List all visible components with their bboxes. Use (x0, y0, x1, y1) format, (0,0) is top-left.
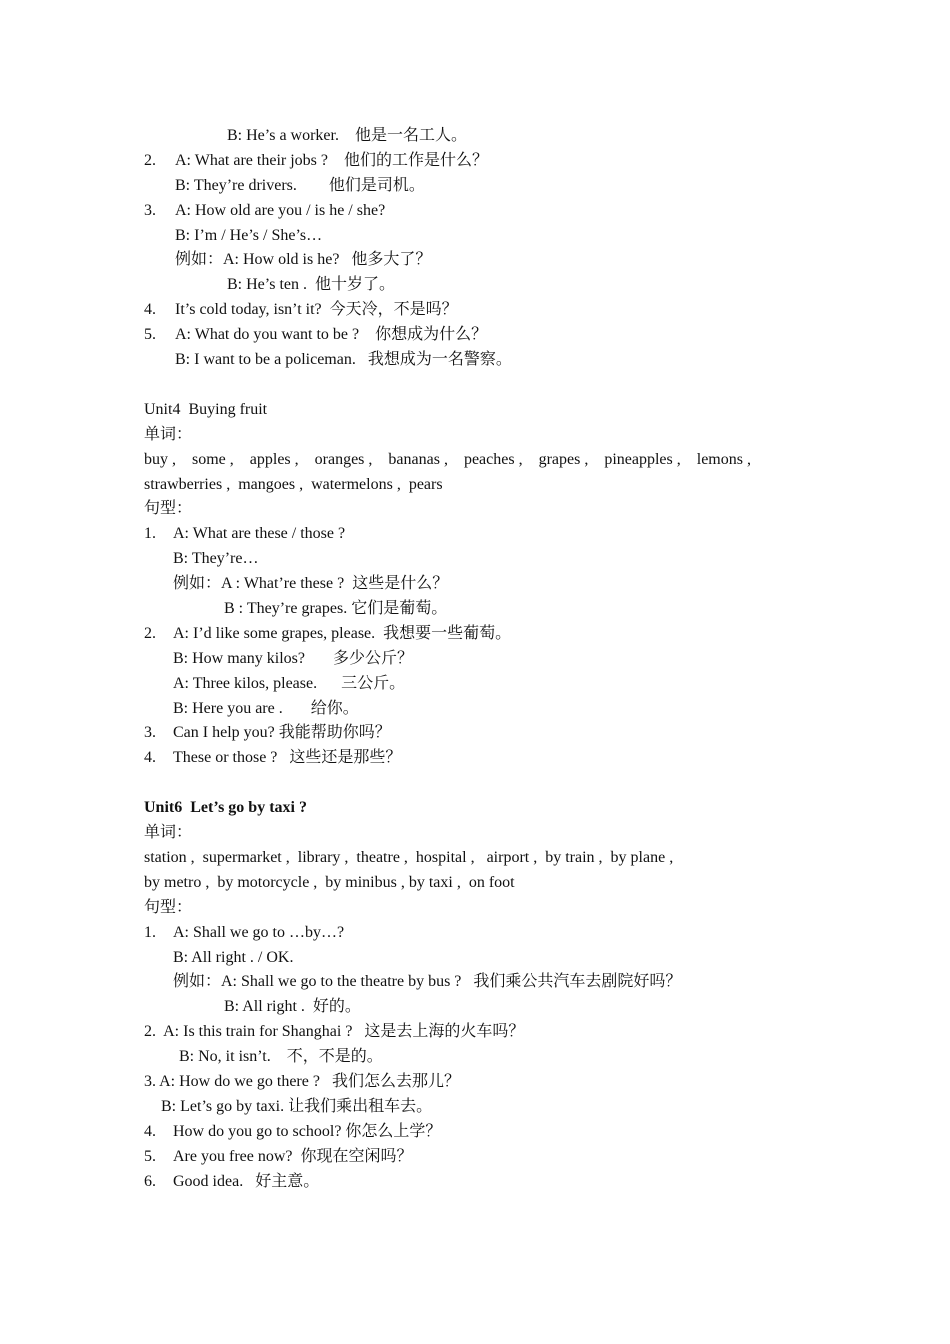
section-label-patterns: 句型： (144, 899, 193, 916)
dialogue-line: B: Let’s go by taxi. 让我们乘出租车去。 (161, 1098, 433, 1115)
word-list-line: station , supermarket , library , theatre , hospital , airport , by train , by plane , (144, 849, 674, 866)
unit-title: Unit4 Buying fruit (144, 401, 268, 418)
dialogue-line: Are you free now? 你现在空闲吗？ (173, 1148, 413, 1165)
section-label-words: 单词： (144, 824, 193, 841)
dialogue-line: 3. A: How do we go there ? 我们怎么去那儿？ (144, 1073, 460, 1090)
dialogue-line: B: No, it isn’t. 不，不是的。 (179, 1048, 383, 1065)
section-label-words: 单词： (144, 426, 193, 443)
dialogue-line: How do you go to school? 你怎么上学？ (173, 1123, 442, 1140)
item-number: 2. (144, 152, 156, 169)
item-number: 4. (144, 1123, 156, 1140)
item-number: 1. (144, 525, 156, 542)
dialogue-line: A: What are their jobs ? 他们的工作是什么？ (175, 152, 488, 169)
dialogue-line: A: How old are you / is he / she? (175, 202, 386, 219)
word-list-line: strawberries , mangoes , watermelons , pears (144, 476, 443, 493)
dialogue-line: Can I help you? 我能帮助你吗？ (173, 724, 391, 741)
item-number: 5. (144, 326, 156, 343)
item-number: 1. (144, 924, 156, 941)
item-number: 4. (144, 749, 156, 766)
dialogue-line: A: What do you want to be ? 你想成为什么？ (175, 326, 488, 343)
dialogue-line: B: They’re… (173, 550, 259, 567)
dialogue-line: Good idea. 好主意。 (173, 1173, 320, 1190)
dialogue-line: It’s cold today, isn’t it? 今天冷，不是吗？ (175, 301, 458, 318)
dialogue-line: A: I’d like some grapes, please. 我想要一些葡萄。 (173, 625, 512, 642)
dialogue-line: B: I’m / He’s / She’s… (175, 227, 323, 244)
word-list-line: by metro , by motorcycle , by minibus , by taxi , on foot (144, 874, 515, 891)
item-number: 4. (144, 301, 156, 318)
dialogue-line: A: Three kilos, please. 三公斤。 (173, 675, 406, 692)
dialogue-line: These or those ? 这些还是那些？ (173, 749, 402, 766)
unit-title: Unit6 Let’s go by taxi ? (144, 799, 307, 816)
example-line: B : They’re grapes. 它们是葡萄。 (224, 600, 448, 617)
item-number: 2. (144, 625, 156, 642)
example-line: B: All right . 好的。 (224, 998, 361, 1015)
section-label-patterns: 句型： (144, 500, 193, 517)
example-line: 例如：A: How old is he? 他多大了？ (175, 251, 432, 268)
dialogue-line: 2. A: Is this train for Shanghai ? 这是去上海的火车吗？ (144, 1023, 525, 1040)
word-list-line: buy , some , apples , oranges , bananas , peaches , grapes , pineapples , lemons , (144, 451, 751, 468)
dialogue-line: B: How many kilos? 多少公斤？ (173, 650, 413, 667)
dialogue-line: B: All right . / OK. (173, 949, 294, 966)
example-line: 例如：A: Shall we go to the theatre by bus ? 我们乘公共汽车去剧院好吗？ (173, 973, 682, 990)
dialogue-line: A: What are these / those ? (173, 525, 346, 542)
item-number: 5. (144, 1148, 156, 1165)
dialogue-line: B: Here you are . 给你。 (173, 700, 359, 717)
dialogue-line: B: They’re drivers. 他们是司机。 (175, 177, 425, 194)
example-line: B: He’s ten . 他十岁了。 (227, 276, 395, 293)
dialogue-line: B: I want to be a policeman. 我想成为一名警察。 (175, 351, 512, 368)
item-number: 3. (144, 202, 156, 219)
example-line: 例如：A : What’re these ? 这些是什么？ (173, 575, 449, 592)
dialogue-line: B: He’s a worker. 他是一名工人。 (227, 127, 467, 144)
dialogue-line: A: Shall we go to …by…? (173, 924, 345, 941)
item-number: 6. (144, 1173, 156, 1190)
item-number: 3. (144, 724, 156, 741)
